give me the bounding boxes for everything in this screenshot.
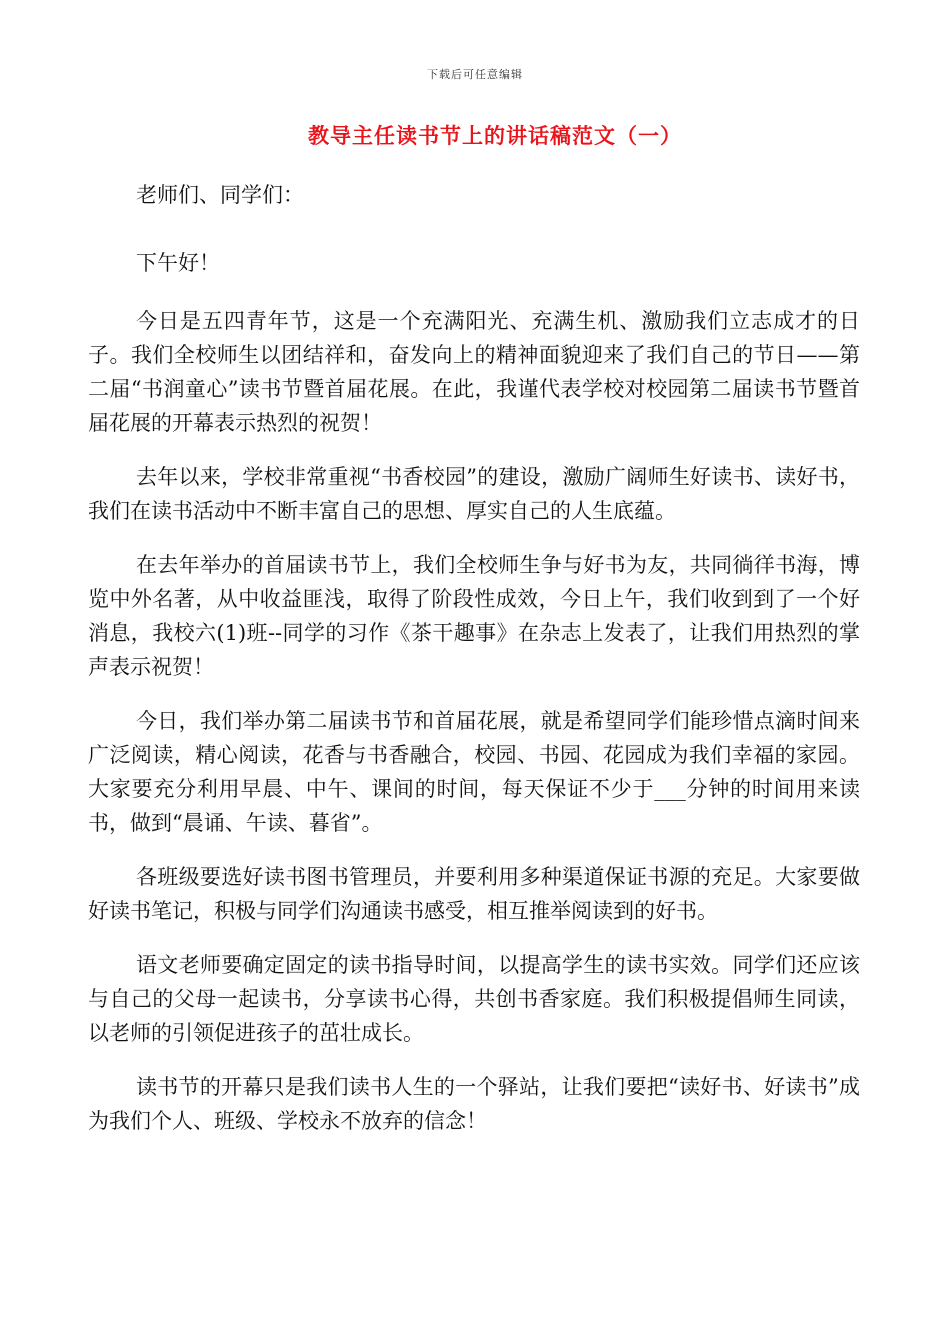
paragraph: 今日，我们举办第二届读书节和首届花展，就是希望同学们能珍惜点滴时间来广泛阅读，精心阅读，花香与书香融合，校园、书园、花园成为我们幸福的家园。大家要充分利用早晨、中午、课间的时间，每天保证不少于___分钟的时间用来读书，做到“晨诵、午读、暮省”。 bbox=[88, 709, 860, 835]
paragraph: 今日是五四青年节，这是一个充满阳光、充满生机、激励我们立志成才的日子。我们全校师生以团结祥和，奋发向上的精神面貌迎来了我们自己的节日——第二届“书润童心”读书节暨首届花展。在此，我谨代表学校对校园第二届读书节暨首届花展的开幕表示热烈的祝贺！ bbox=[88, 309, 860, 435]
paragraph: 在去年举办的首届读书节上，我们全校师生争与好书为友，共同徜徉书海，博览中外名著，从中收益匪浅，取得了阶段性成效，今日上午，我们收到到了一个好消息，我校六(1)班--同学的习作《茶干趣事》在杂志上发表了，让我们用热烈的掌声表示祝贺！ bbox=[88, 553, 860, 679]
paragraph: 去年以来，学校非常重视“书香校园”的建设，激励广阔师生好读书、读好书，我们在读书活动中不断丰富自己的思想、厚实自己的人生底蕴。 bbox=[88, 465, 860, 523]
salutation: 老师们、同学们： bbox=[136, 183, 304, 207]
paragraph: 读书节的开幕只是我们读书人生的一个驿站，让我们要把“读好书、好读书”成为我们个人、班级、学校永不放弃的信念！ bbox=[88, 1075, 860, 1133]
header-note: 下载后可任意编辑 bbox=[427, 68, 523, 81]
document-title: 教导主任读书节上的讲话稿范文（一） bbox=[308, 123, 682, 148]
document-body bbox=[88, 178, 860, 1158]
greeting: 下午好！ bbox=[136, 251, 220, 275]
paragraph: 各班级要选好读书图书管理员，并要利用多种渠道保证书源的充足。大家要做好读书笔记，积极与同学们沟通读书感受，相互推举阅读到的好书。 bbox=[88, 865, 860, 923]
paragraph: 语文老师要确定固定的读书指导时间，以提高学生的读书实效。同学们还应该与自己的父母一起读书，分享读书心得，共创书香家庭。我们积极提倡师生同读，以老师的引领促进孩子的茁壮成长。 bbox=[88, 953, 860, 1045]
